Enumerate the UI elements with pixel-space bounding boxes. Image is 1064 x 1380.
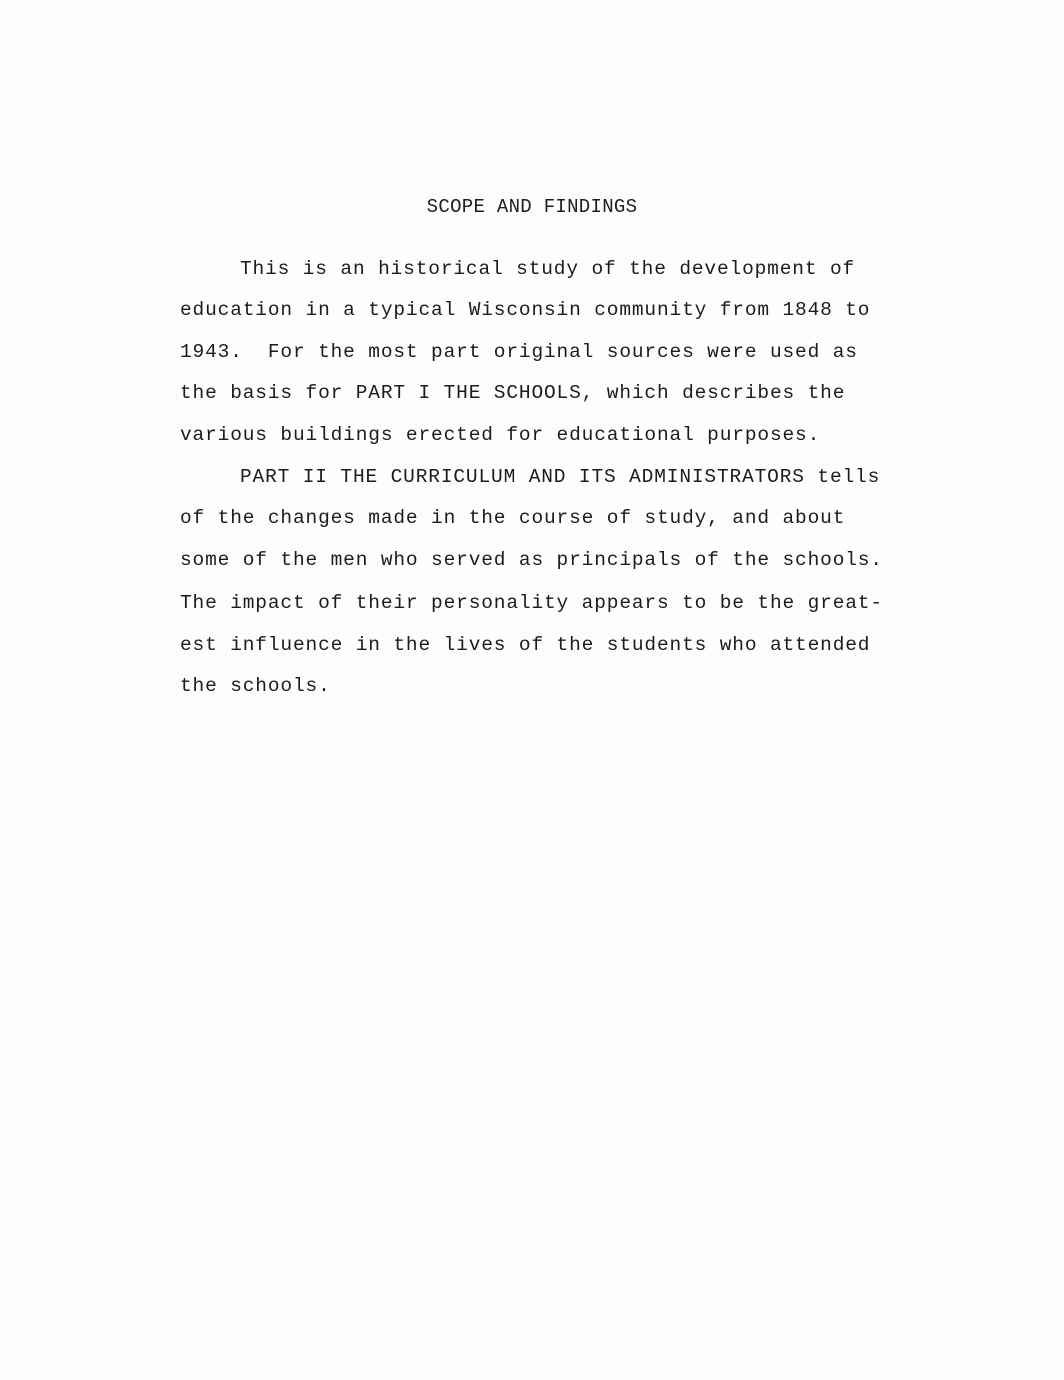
paragraph-1-line-1: This is an historical study of the development of [240, 258, 856, 280]
paragraph-1-line-2: education in a typical Wisconsin community from 1848 to [180, 299, 871, 321]
paragraph-2-line-1: PART II THE CURRICULUM AND ITS ADMINISTRATORS tells [240, 466, 881, 488]
paragraph-2-line-6: the schools. [180, 675, 331, 697]
paragraph-1-line-3: 1943. For the most part original sources were used as [180, 341, 858, 363]
paragraph-1-line-4: the basis for PART I THE SCHOOLS, which describes the [180, 382, 846, 404]
paragraph-2-line-5: est influence in the lives of the students who attended [180, 634, 871, 656]
document-heading: SCOPE AND FINDINGS [426, 196, 638, 218]
paragraph-1-line-5: various buildings erected for educational purposes. [180, 424, 821, 446]
paragraph-2-line-4: The impact of their personality appears to be the great- [180, 592, 883, 614]
paragraph-2-line-2: of the changes made in the course of study, and about [180, 507, 846, 529]
paragraph-2-line-3: some of the men who served as principals of the schools. [180, 549, 883, 571]
